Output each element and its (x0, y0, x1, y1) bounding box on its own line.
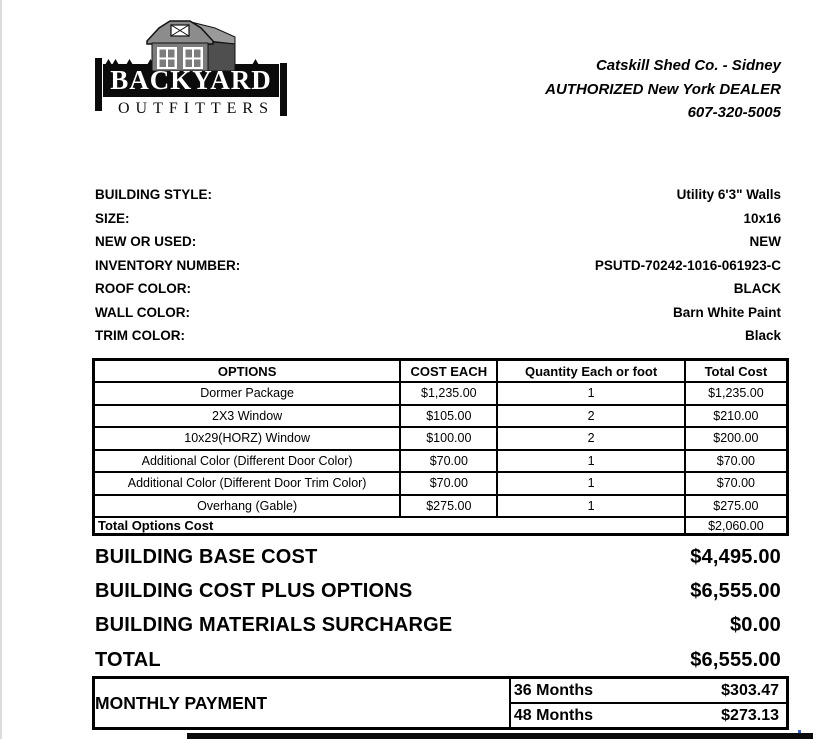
table-row (94, 405, 788, 428)
detail-row (95, 230, 781, 254)
option-name: Additional Color (Different Door Trim Color) (94, 472, 401, 495)
monthly-row (94, 678, 788, 704)
detail-label: NEW OR USED: (95, 234, 197, 250)
option-name: Additional Color (Different Door Color) (94, 450, 401, 473)
monthly-plan-cell (510, 678, 788, 704)
option-quantity: 1 (497, 382, 684, 405)
options-table (92, 358, 789, 536)
option-total-cost: $210.00 (685, 405, 788, 428)
page-edge-line (0, 0, 2, 739)
summary-value: $6,555.00 (690, 579, 781, 602)
summary-label: BUILDING COST PLUS OPTIONS (95, 579, 413, 602)
summary-label: TOTAL (95, 648, 161, 671)
total-options-label: Total Options Cost (94, 517, 685, 535)
total-options-value: $2,060.00 (685, 517, 788, 535)
option-total-cost: $200.00 (685, 427, 788, 450)
bottom-blue-artifact (798, 730, 801, 733)
plan-amount: $273.13 (721, 706, 779, 724)
plan-term: 48 Months (513, 706, 594, 724)
summary-label: BUILDING BASE COST (95, 545, 318, 568)
option-cost-each: $70.00 (400, 450, 497, 473)
table-row (94, 427, 788, 450)
detail-value: PSUTD-70242-1016-061923-C (594, 257, 781, 273)
detail-row (95, 254, 781, 278)
option-name: 10x29(HORZ) Window (94, 427, 401, 450)
detail-row (95, 183, 781, 207)
cost-summary (95, 540, 781, 677)
options-table-wrap (92, 358, 789, 536)
summary-value: $0.00 (729, 614, 781, 637)
table-row (94, 382, 788, 405)
option-quantity: 2 (497, 405, 684, 428)
bottom-cutoff-bar (187, 733, 813, 739)
table-row (94, 495, 788, 518)
dealer-name: Catskill Shed Co. - Sidney (595, 57, 781, 74)
monthly-payment-label: MONTHLY PAYMENT (94, 678, 510, 729)
option-cost-each: $275.00 (400, 495, 497, 518)
summary-value: $4,495.00 (690, 545, 781, 568)
detail-value: Barn White Paint (672, 304, 781, 320)
option-cost-each: $1,235.00 (400, 382, 497, 405)
detail-row (95, 324, 781, 348)
option-name: 2X3 Window (94, 405, 401, 428)
detail-row (95, 301, 781, 325)
option-name: Dormer Package (94, 382, 401, 405)
detail-value: Utility 6'3" Walls (676, 187, 781, 203)
option-total-cost: $70.00 (685, 450, 788, 473)
detail-value: 10x16 (743, 210, 781, 226)
plan-term: 36 Months (513, 681, 594, 699)
option-cost-each: $70.00 (400, 472, 497, 495)
col-header-quantity: Quantity Each or foot (497, 360, 684, 383)
summary-row (95, 574, 781, 608)
detail-value: NEW (749, 234, 781, 250)
table-row (94, 450, 788, 473)
option-total-cost: $275.00 (685, 495, 788, 518)
logo-subtitle: OUTFITTERS (118, 100, 274, 117)
option-quantity: 2 (497, 427, 684, 450)
option-total-cost: $1,235.00 (685, 382, 788, 405)
summary-row (95, 609, 781, 643)
summary-row (95, 540, 781, 574)
option-total-cost: $70.00 (685, 472, 788, 495)
monthly-plan-cell (510, 703, 788, 729)
option-name: Overhang (Gable) (94, 495, 401, 518)
col-header-options: OPTIONS (94, 360, 401, 383)
detail-value: Black (744, 328, 781, 344)
detail-label: WALL COLOR: (95, 304, 190, 320)
option-quantity: 1 (497, 495, 684, 518)
detail-label: INVENTORY NUMBER: (95, 257, 241, 273)
option-quantity: 1 (497, 472, 684, 495)
option-cost-each: $105.00 (400, 405, 497, 428)
building-details (95, 183, 781, 348)
monthly-payment-wrap (92, 676, 789, 730)
logo-wordmark: BACKYARD (110, 65, 272, 95)
backyard-outfitters-logo (95, 8, 295, 130)
plan-amount: $303.47 (721, 681, 779, 699)
dealer-phone: 607-320-5005 (687, 104, 781, 121)
col-header-total-cost: Total Cost (685, 360, 788, 383)
detail-label: BUILDING STYLE: (95, 187, 212, 203)
option-quantity: 1 (497, 450, 684, 473)
detail-label: ROOF COLOR: (95, 281, 191, 297)
detail-row (95, 207, 781, 231)
options-total-row (94, 517, 788, 535)
table-row (94, 472, 788, 495)
summary-label: BUILDING MATERIALS SURCHARGE (95, 614, 453, 637)
options-header-row (94, 360, 788, 383)
detail-row (95, 277, 781, 301)
col-header-cost-each: COST EACH (400, 360, 497, 383)
dealer-info (545, 54, 781, 125)
dealer-authorized-line: AUTHORIZED New York DEALER (545, 80, 781, 98)
monthly-payment-table (92, 676, 789, 730)
summary-row (95, 643, 781, 677)
detail-label: SIZE: (95, 210, 130, 226)
summary-value: $6,555.00 (690, 648, 781, 671)
option-cost-each: $100.00 (400, 427, 497, 450)
detail-label: TRIM COLOR: (95, 328, 185, 344)
detail-value: BLACK (733, 281, 781, 297)
